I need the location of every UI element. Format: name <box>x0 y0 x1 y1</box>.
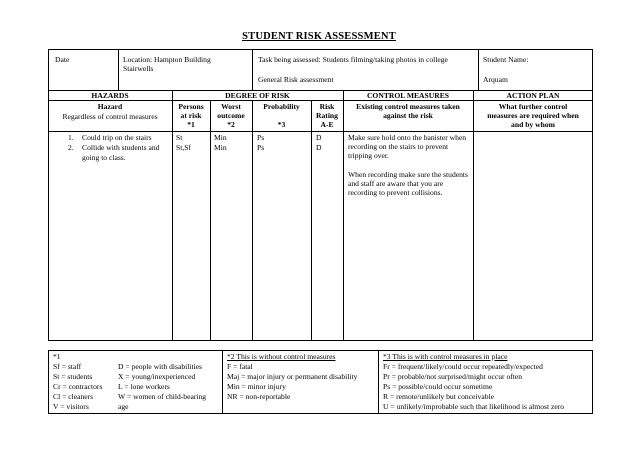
key-probability-item: R = remote/unlikely but conceivable <box>383 392 494 401</box>
col-persons: Persons <box>178 102 204 111</box>
key-outcome-item: F = fatal <box>227 362 253 371</box>
key-outcome-item: Maj = major injury or permanent disability <box>227 372 358 381</box>
persons-1: St <box>176 133 183 142</box>
key-persons-item: age <box>118 402 129 411</box>
key-persons-heading: *1 <box>53 352 61 361</box>
hazard-number-2: 2. <box>68 143 74 152</box>
hazard-1: Could trip on the stairs <box>82 133 152 142</box>
key-persons-item: Sf = staff <box>53 362 82 371</box>
control-measure-1: Make sure hold onto the banister when recording on the stairs to prevent tripping over. <box>348 133 467 160</box>
key-probability-item: Pr = probable/not surprised/might occur often <box>383 372 523 381</box>
control-measure-2: When recording make sure the students and staff are aware that you are recording to prevent collisions. <box>348 170 468 197</box>
document-title: STUDENT RISK ASSESSMENT <box>242 31 396 42</box>
date-label: Date <box>55 55 70 64</box>
col-existing-control: Existing control measures taken <box>356 102 460 111</box>
key-persons-item: W = women of child-bearing <box>118 392 207 401</box>
worst-2: Min <box>214 143 227 152</box>
key-persons-item: D = people with disabilities <box>118 362 203 371</box>
section-hazards: HAZARDS <box>91 91 129 100</box>
persons-2: St,Sf <box>176 143 191 152</box>
col-probability: Probability <box>263 102 300 111</box>
key-persons-item: St = students <box>53 372 93 381</box>
col-worst-outcome: Worst <box>221 102 241 111</box>
key-probability-heading: *3 This is with control measures in place <box>383 352 508 361</box>
student-name-label: Student Name: <box>483 55 529 64</box>
col-further-control: What further control <box>498 102 568 111</box>
key-outcome-heading: *2 This is without control measures <box>227 352 336 361</box>
key-outcome-item: Min = minor injury <box>227 382 286 391</box>
key-probability-item: U = unlikely/improbable such that likelihood is almost zero <box>383 402 565 411</box>
col-hazard: Hazard <box>97 102 123 111</box>
location-label: Location: Hampton Building <box>123 55 211 64</box>
risk-1: D <box>316 133 322 142</box>
key-persons-item: V = visitors <box>53 402 89 411</box>
col-risk-rating: Risk <box>319 102 335 111</box>
task-type: General Risk assessment <box>258 75 334 84</box>
worst-1: Min <box>214 133 227 142</box>
key-probability-item: Ps = possible/could occur sometime <box>383 382 493 391</box>
task-label: Task being assessed: Students filming/taking photos in college <box>258 55 448 64</box>
location-value: Stairwells <box>123 64 154 73</box>
section-degree-of-risk: DEGREE OF RISK <box>225 91 290 100</box>
section-action-plan: ACTION PLAN <box>506 91 560 100</box>
section-control-measures: CONTROL MEASURES <box>366 91 450 100</box>
key-outcome-item: NR = non-reportable <box>227 392 291 401</box>
prob-2: Ps <box>257 143 265 152</box>
hazard-2: Collide with students and <box>82 143 160 152</box>
prob-1: Ps <box>257 133 265 142</box>
key-probability-item: Fr = frequent/likely/could occur repeatedly/expected <box>383 362 543 371</box>
key-persons-item: Cl = cleaners <box>53 392 94 401</box>
risk-2: D <box>316 143 322 152</box>
student-name-value: Arquam <box>483 75 508 84</box>
col-hazard-sub: Regardless of control measures <box>62 112 158 121</box>
key-persons-item: Cr = contractors <box>53 382 103 391</box>
key-persons-item: X = young/inexperienced <box>118 372 196 381</box>
hazard-number-1: 1. <box>68 133 74 142</box>
key-persons-item: L = lone workers <box>118 382 170 391</box>
